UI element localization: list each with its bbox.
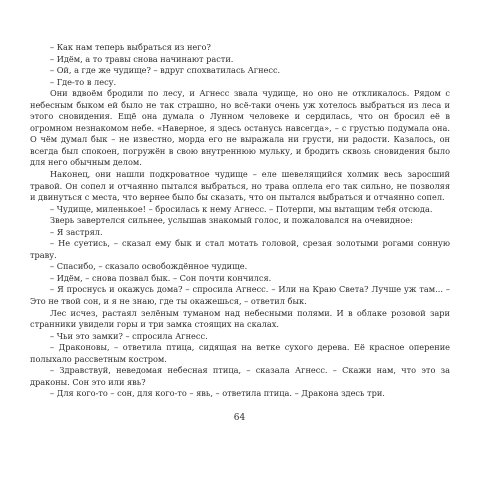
paragraph: Наконец, они нашли подкроватное чудище – еле шевелящийся холмик весь заросший травой. Он сопел и отчаянно пытался выбраться, но трава оплела его так сильно, не позволяя и двинуться с места, что вернее было бы сказать, что он пытался выбраться и отчаянно сопел. bbox=[30, 169, 450, 203]
page-number: 64 bbox=[233, 413, 246, 423]
paragraph: Лес исчез, растаял зелёным туманом над небесными полями. И в облаке розовой зари странники увидели горы и три замка стоящих на скалах. bbox=[30, 307, 450, 330]
paragraph: – Я застрял. bbox=[50, 226, 103, 237]
paragraph: – Где-то в лесу. bbox=[50, 76, 117, 87]
paragraph: – Не суетись, – сказал ему бык и стал мотать головой, срезая золотыми рогами сонную траву. bbox=[30, 238, 450, 260]
paragraph: Они вдвоём бродили по лесу, и Агнесс звала чудище, но оно не откликалось. Рядом с небесным быком ей было не так страшно, но всё-таки очень уж хотелось выбраться из леса и этого сновидения. Ещё она думала о Лунном человеке и сердилась, что он бросил её в огромном незнакомом небе. «Наверное, я здесь останусь навсегда», – с грустью подумала она. О чём думал бык – не известно, морда его не выражала ни грусти, ни радости. Казалось, он всегда был спокоен, погружён в свою внутреннюю мульку, и бродить сквозь сновидения было для него обычным делом. bbox=[30, 88, 450, 168]
paragraph: – Для кого-то – сон, для кого-то – явь, – ответила птица. – Дракона здесь три. bbox=[50, 388, 385, 399]
paragraph: – Здравствуй, неведомая небесная птица, – сказала Агнесс. – Скажи нам, что это за драконы. Сон это или явь? bbox=[30, 365, 450, 387]
paragraph: – Ой, а где же чудище? – вдруг спохватилась Агнесс. bbox=[50, 65, 281, 76]
paragraph: – Чьи это замки? – спросила Агнесс. bbox=[50, 330, 208, 341]
paragraph: – Идём, а то травы снова начинают расти. bbox=[50, 53, 234, 64]
paragraph: – Как нам теперь выбраться из него? bbox=[50, 42, 211, 52]
paragraph: Зверь завертелся сильнее, услышав знакомый голос, и пожаловался на очевидное: bbox=[50, 215, 413, 226]
paragraph: – Чудище, миленькое! – бросилась к нему Агнесс. – Потерпи, мы вытащим тебя отсюда. bbox=[50, 203, 433, 214]
paragraph: – Спасибо, – сказало освобождённое чудище. bbox=[50, 261, 248, 272]
paragraph: – Идём, – снова позвал бык. – Сон почти кончился. bbox=[50, 272, 272, 283]
paragraph: – Драконовы, – ответила птица, сидящая на ветке сухого дерева. Её красное оперение полыхало рассветным костром. bbox=[30, 342, 450, 364]
paragraph: – Я проснусь и окажусь дома? – спросила Агнесс. – Или на Краю Света? Лучше уж там... – Это не твой сон, и я не знаю, где ты окажешься, – ответил бык. bbox=[30, 284, 450, 307]
page-text bbox=[30, 42, 450, 400]
